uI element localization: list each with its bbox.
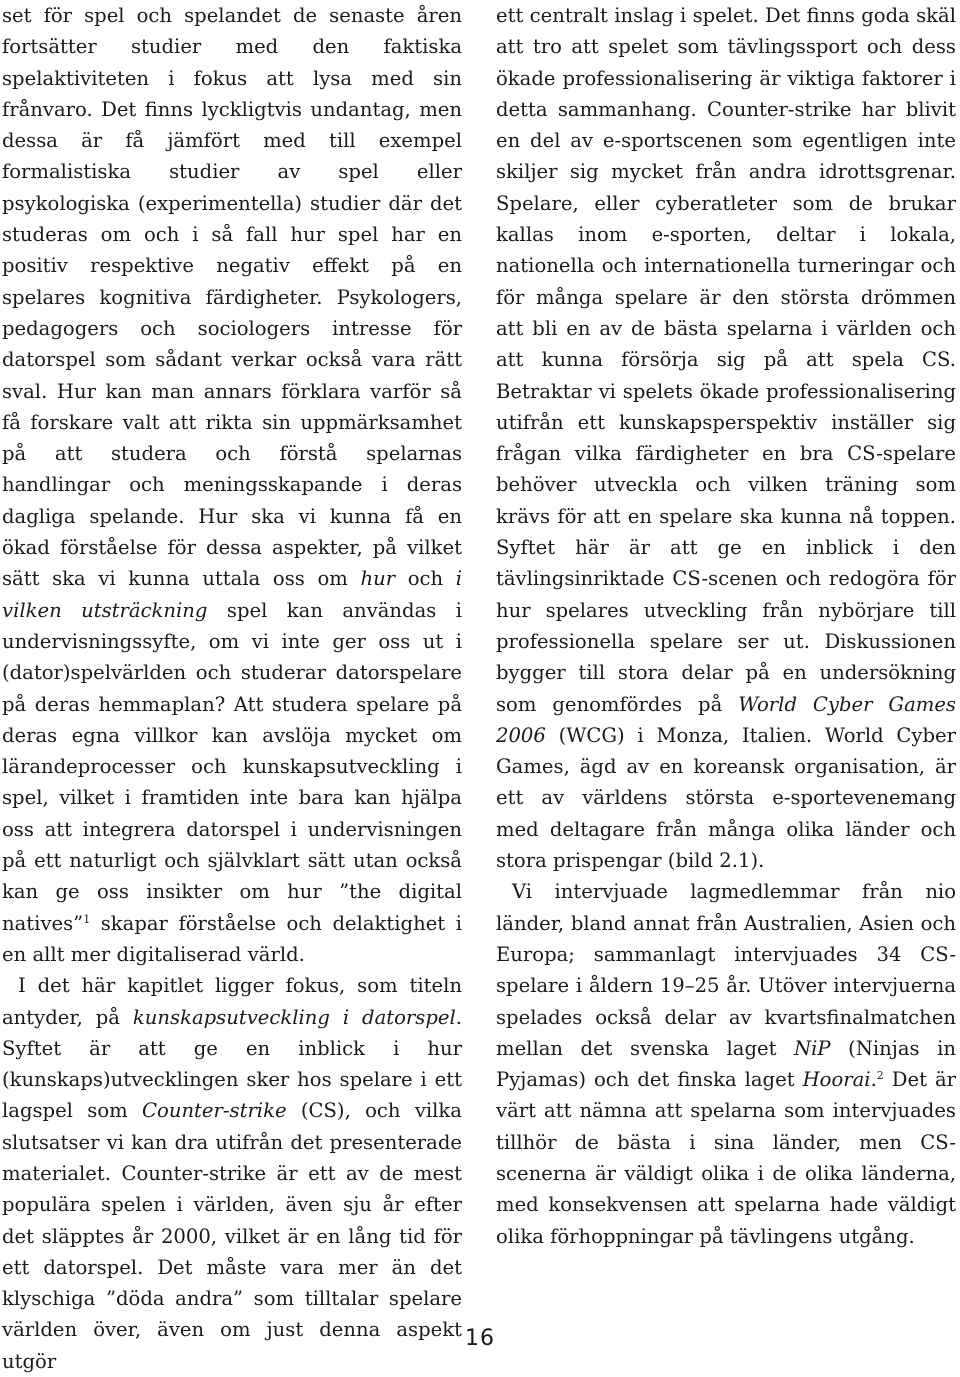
footnote-marker: 2	[876, 1069, 884, 1083]
text-segment: (CS), och vilka slutsatser vi kan dra utifrån det presenterade materialet. Counter-strike är ett av de mest populära spelen i världen, även sju år efter det släpptes år 2000, vilket är en lång tid för ett datorspel. Det måste vara mer än det klyschiga ”döda andra” som tilltalar spelare världen över, även om just denna aspekt utgör	[2, 1099, 462, 1373]
italic-text: Counter-strike	[142, 1099, 287, 1123]
italic-text: i vilken utsträckning	[2, 567, 462, 622]
text-segment: set för spel och spelandet de senaste åren fortsätter studier med den faktiska spelaktiviteten i fokus att lysa med sin frånvaro. Det finns lyckligtvis undantag, men dessa är få jämfört med till exempel formalistiska studier av spel eller psykologiska (experimentella) studier där det studeras om och i så fall hur spel har en positiv respektive negativ effekt på en spelares kognitiva färdigheter. Psykologers, pedagogers och sociologers intresse för datorspel som sådant verkar också vara rätt sval. Hur kan man annars förklara varför så få forskare valt att rikta sin uppmärksamhet på att studera och förstå spelarnas handlingar och meningsskapande i deras dagliga spelande. Hur ska vi kunna få en ökad förståelse för dessa aspekter, på vilket sätt ska vi kunna uttala oss om	[2, 4, 462, 591]
page-number: 16	[465, 1326, 495, 1351]
text-segment: (WCG) i Monza, Italien. World Cyber Games, ägd av en koreansk organisation, är ett av världens största e-sportevenemang med deltagare från många olika länder och stora prispengar (bild 2.1).	[496, 723, 956, 873]
footnote-marker: 1	[83, 912, 91, 926]
paragraph	[2, 970, 462, 1377]
text-segment: spel kan användas i undervisningssyfte, om vi inte ger oss ut i (dator)spelvärlden och studerar datorspelare på deras hemmaplan? Att studera spelare på deras egna villkor kan avslöja mycket om lärandeprocesser och kunskapsutveckling i spel, vilket i framtiden inte bara kan hjälpa oss att integrera datorspel i undervisningen på ett naturligt och självklart sätt utan också kan ge oss insikter om hur ”the digital natives”	[2, 598, 462, 935]
paragraph	[2, 0, 462, 970]
italic-text: Hoorai	[802, 1068, 871, 1092]
text-segment: I det här kapitlet ligger fokus, som titeln antyder, på	[2, 974, 462, 1029]
text-segment: skapar förståelse och delaktighet i en allt mer digitaliserad värld.	[2, 911, 462, 966]
text-segment: ett centralt inslag i spelet. Det finns goda skäl att tro att spelet som tävlingssport och dess ökade professionalisering är viktiga faktorer i detta sammanhang. Counter-strike har blivit en del av e-sportscenen som egentligen inte skiljer sig mycket från andra idrottsgrenar. Spelare, eller cyberatleter som de brukar kallas inom e-sporten, deltar i lokala, nationella och internationella turneringar och för många spelare är den största drömmen att bli en av de bästa spelarna i världen och att kunna försörja sig på att spela CS. Betraktar vi spelets ökade professionalisering utifrån ett kunskapsperspektiv inställer sig frågan vilka färdigheter en bra CS-spelare behöver utveckla och vilken träning som krävs för att en spelare ska kunna nå toppen. Syftet här är att ge en inblick i den tävlingsinriktade CS-scenen och redogöra för hur spelares utveckling från nybörjare till professionella spelare ser ut. Diskussionen bygger till stora delar på en undersökning som genomfördes på	[496, 4, 956, 716]
text-segment: Vi intervjuade lagmedlemmar från nio länder, bland annat från Australien, Asien och Europa; sammanlagt intervjuades 34 CS-spelare i åldern 19–25 år. Utöver intervjuerna spelades också delar av kvartsfinalmatchen mellan det svenska laget	[496, 880, 956, 1060]
italic-text: World Cyber Games 2006	[496, 692, 956, 747]
text-segment: .	[870, 1068, 877, 1092]
paragraph	[496, 0, 956, 876]
text-segment: och	[395, 567, 456, 591]
text-segment: Det är värt att nämna att spelarna som intervjuades tillhör de bästa i sina länder, men CS-scenerna är väldigt olika i de olika länderna, med konsekvensen att spelarna hade väldigt olika förhoppningar på tävlingens utgång.	[496, 1068, 956, 1248]
left-text-column	[2, 0, 462, 1377]
paragraph	[496, 876, 956, 1252]
italic-text: hur	[360, 567, 396, 591]
text-segment: . Syftet är att ge en inblick i hur (kunskaps)utvecklingen sker hos spelare i ett lagspel som	[2, 1005, 462, 1123]
italic-text: NiP	[793, 1036, 831, 1060]
text-segment: (Ninjas in Pyjamas) och det finska laget	[496, 1036, 956, 1092]
italic-text: kunskapsutveckling i datorspel	[132, 1005, 456, 1029]
right-text-column	[496, 0, 956, 1252]
